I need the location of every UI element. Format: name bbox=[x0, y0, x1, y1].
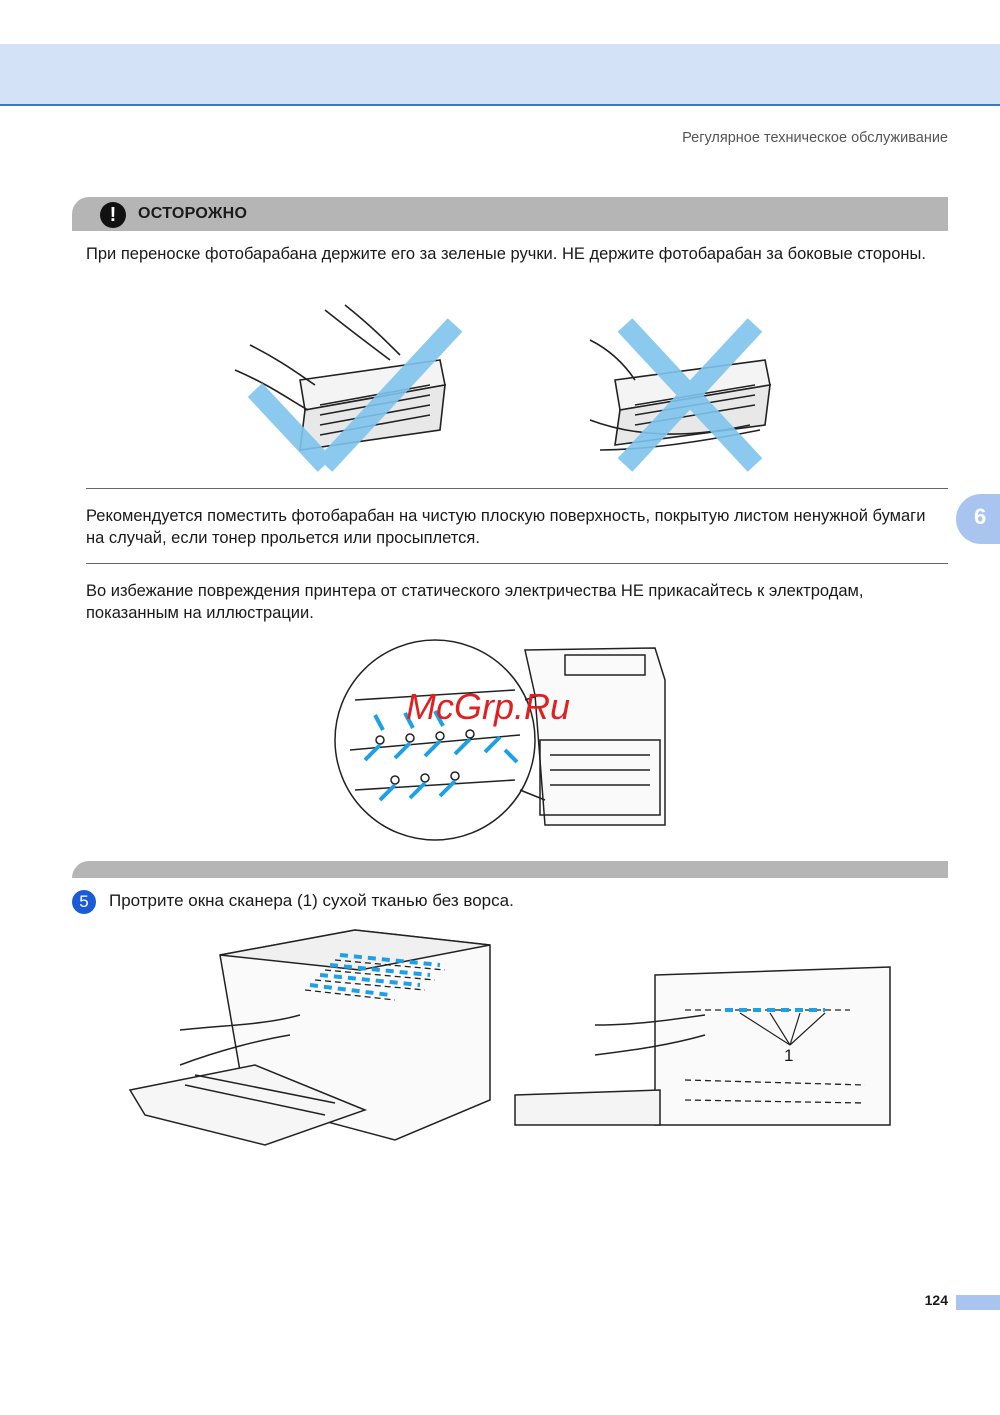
scanner-window-illustration bbox=[125, 925, 895, 1180]
divider bbox=[86, 563, 948, 564]
page-number-bar bbox=[956, 1295, 1000, 1310]
header-band bbox=[0, 44, 1000, 106]
watermark: McGrp.Ru bbox=[406, 686, 571, 727]
step-number-badge: 5 bbox=[72, 890, 96, 914]
zoom-circle bbox=[335, 640, 535, 840]
caution-end-bar bbox=[72, 861, 948, 878]
side-tray bbox=[515, 1090, 660, 1125]
caution-bar bbox=[72, 197, 948, 231]
exclamation-icon: ! bbox=[100, 202, 126, 228]
caution-text-static: Во избежание повреждения принтера от статического электричества НЕ прикасайтесь к электродам, показанным на иллюстрации. bbox=[86, 582, 864, 622]
caution-label: ОСТОРОЖНО bbox=[138, 205, 248, 222]
scanner-window-callout: 1 bbox=[784, 1046, 794, 1065]
electrodes-illustration bbox=[335, 640, 690, 845]
caution-text-surface: Рекомендуется поместить фотобарабан на чистую плоскую поверхность, покрытую листом ненужной бумаги на случай, если тонер прольется или просыплется. bbox=[86, 507, 926, 547]
page-number: 124 bbox=[924, 1292, 948, 1308]
printer-side bbox=[655, 967, 890, 1125]
caution-text-handling: При переноске фотобарабана держите его за зеленые ручки. НЕ держите фотобарабан за боковые стороны. bbox=[86, 245, 926, 263]
chapter-tab bbox=[956, 494, 1000, 544]
running-header: Регулярное техническое обслуживание bbox=[682, 130, 948, 146]
chapter-number: 6 bbox=[974, 504, 987, 529]
step-instruction: Протрите окна сканера (1) сухой тканью без ворса. bbox=[109, 891, 514, 910]
drum-handling-illustration bbox=[230, 300, 790, 480]
divider bbox=[86, 488, 948, 489]
